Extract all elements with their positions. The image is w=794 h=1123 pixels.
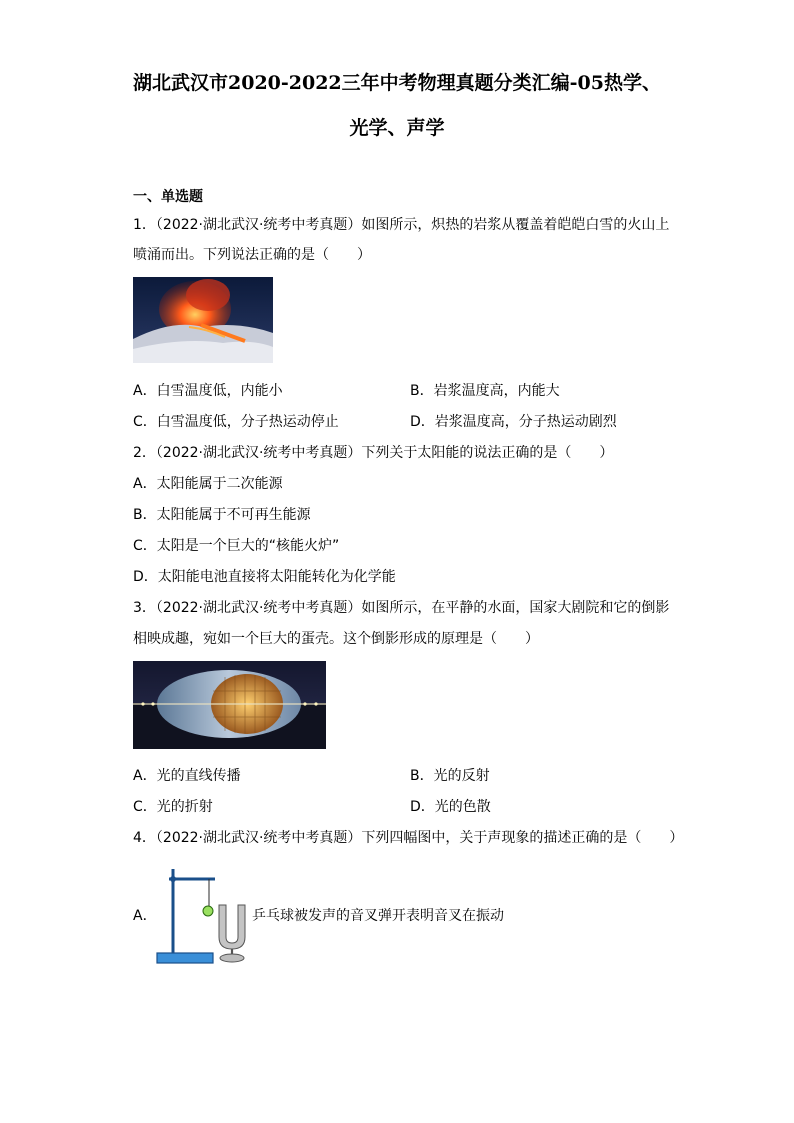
q1-stem-line-1: 1．（2022·湖北武汉·统考中考真题）如图所示，炽热的岩浆从覆盖着皑皑白雪的火山上: [133, 217, 670, 233]
section-heading: 一、单选题: [133, 189, 203, 205]
q4-option-a-label: A．: [133, 908, 157, 924]
tuning-fork-apparatus-figure: [155, 861, 255, 967]
q4-option-a-text: 乒乓球被发声的音叉弹开表明音叉在振动: [252, 908, 504, 924]
q3-option-d: D．光的色散: [410, 799, 491, 815]
document-title-line-2: 光学、声学: [349, 117, 445, 139]
document-title-line-1: 湖北武汉市2020-2022三年中考物理真题分类汇编-05热学、: [133, 72, 661, 94]
q3-option-b: B．光的反射: [410, 768, 490, 784]
q3-option-c: C．光的折射: [133, 799, 213, 815]
q4-stem: 4．（2022·湖北武汉·统考中考真题）下列四幅图中，关于声现象的描述正确的是（ ）: [133, 830, 684, 846]
q1-option-c: C．白雪温度低，分子热运动停止: [133, 414, 339, 430]
q2-option-c: C．太阳是一个巨大的“核能火炉”: [133, 538, 340, 554]
q1-option-b: B．岩浆温度高，内能大: [410, 383, 560, 399]
q3-option-a: A．光的直线传播: [133, 768, 241, 784]
q1-option-a: A．白雪温度低，内能小: [133, 383, 283, 399]
q3-stem-line-2: 相映成趣，宛如一个巨大的蛋壳。这个倒影形成的原理是（ ）: [133, 631, 539, 647]
q2-stem: 2．（2022·湖北武汉·统考中考真题）下列关于太阳能的说法正确的是（ ）: [133, 445, 614, 461]
volcano-photo: [133, 277, 273, 363]
q3-stem-line-1: 3．（2022·湖北武汉·统考中考真题）如图所示，在平静的水面，国家大剧院和它的倒影: [133, 600, 670, 616]
q2-option-a: A．太阳能属于二次能源: [133, 476, 283, 492]
q1-option-d: D．岩浆温度高，分子热运动剧烈: [410, 414, 617, 430]
opera-house-photo: [133, 661, 326, 749]
q1-stem-line-2: 喷涌而出。下列说法正确的是（ ）: [133, 247, 371, 263]
q2-option-b: B．太阳能属于不可再生能源: [133, 507, 311, 523]
q2-option-d: D．太阳能电池直接将太阳能转化为化学能: [133, 569, 396, 585]
